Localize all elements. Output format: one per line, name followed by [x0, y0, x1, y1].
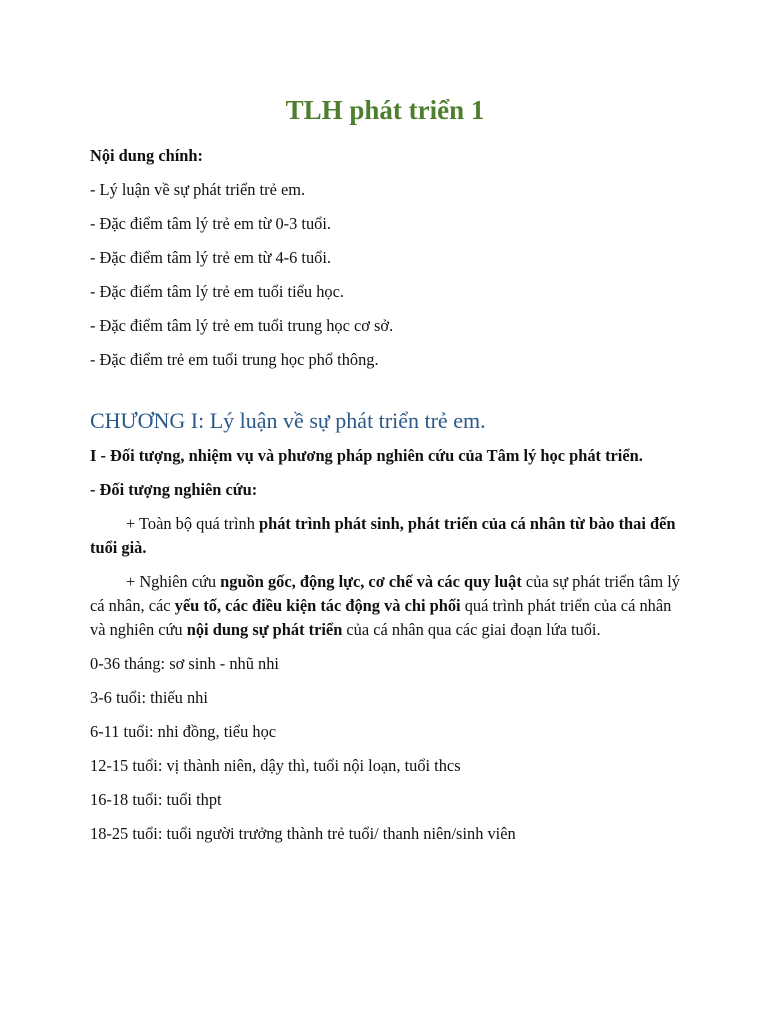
bullet-bold-text: yếu tố, các điều kiện tác động và chi phối: [174, 596, 461, 615]
contents-item: - Đặc điểm tâm lý trẻ em tuổi trung học cơ sở.: [90, 316, 394, 335]
bullet-bold-text: nội dung sự phát triển: [186, 620, 343, 639]
contents-item: - Đặc điểm tâm lý trẻ em tuổi tiểu học.: [90, 282, 344, 301]
contents-item: - Đặc điểm tâm lý trẻ em từ 0-3 tuổi.: [90, 214, 332, 233]
age-stage-line: 3-6 tuổi: thiếu nhi: [90, 688, 208, 707]
bullet-paragraph: [90, 570, 680, 642]
bullet-bold-text: phát trình phát sinh, phát triển của cá nhân từ bào thai đến tuổi già.: [90, 514, 676, 557]
bullet-bold-text: nguồn gốc, động lực, cơ chế và các quy luật: [220, 572, 522, 591]
age-stage-line: 18-25 tuổi: tuổi người trưởng thành trẻ tuổi/ thanh niên/sinh viên: [90, 824, 516, 843]
bullet-text: của sự phát triển tâm lý cá nhân, các: [90, 572, 681, 615]
chapter-heading: CHƯƠNG I: Lý luận về sự phát triển trẻ em.: [90, 408, 486, 433]
contents-item: - Đặc điểm tâm lý trẻ em từ 4-6 tuổi.: [90, 248, 332, 267]
contents-item: - Lý luận về sự phát triển trẻ em.: [90, 180, 306, 199]
document-page: [90, 92, 680, 856]
bullet-text: + Nghiên cứu: [126, 572, 221, 591]
age-stage-line: 6-11 tuổi: nhi đồng, tiểu học: [90, 722, 277, 741]
subject-heading: - Đối tượng nghiên cứu:: [90, 480, 258, 499]
bullet-text: của cá nhân qua các giai đoạn lứa tuổi.: [342, 620, 601, 639]
bullet-text: + Toàn bộ quá trình: [126, 514, 259, 533]
contents-heading: Nội dung chính:: [90, 146, 203, 165]
contents-item: - Đặc điểm trẻ em tuổi trung học phổ thông.: [90, 350, 379, 369]
bullet-paragraph: [90, 512, 680, 560]
age-stage-line: 12-15 tuổi: vị thành niên, dậy thì, tuổi nội loạn, tuổi thcs: [90, 756, 461, 775]
age-stage-line: 0-36 tháng: sơ sinh - nhũ nhi: [90, 654, 279, 673]
section-heading: I - Đối tượng, nhiệm vụ và phương pháp nghiên cứu của Tâm lý học phát triển.: [90, 446, 643, 465]
bullet-text: quá trình phát triển của cá nhân và nghiên cứu: [90, 596, 672, 639]
age-stage-line: 16-18 tuổi: tuổi thpt: [90, 790, 222, 809]
document-title: TLH phát triển 1: [285, 95, 485, 125]
